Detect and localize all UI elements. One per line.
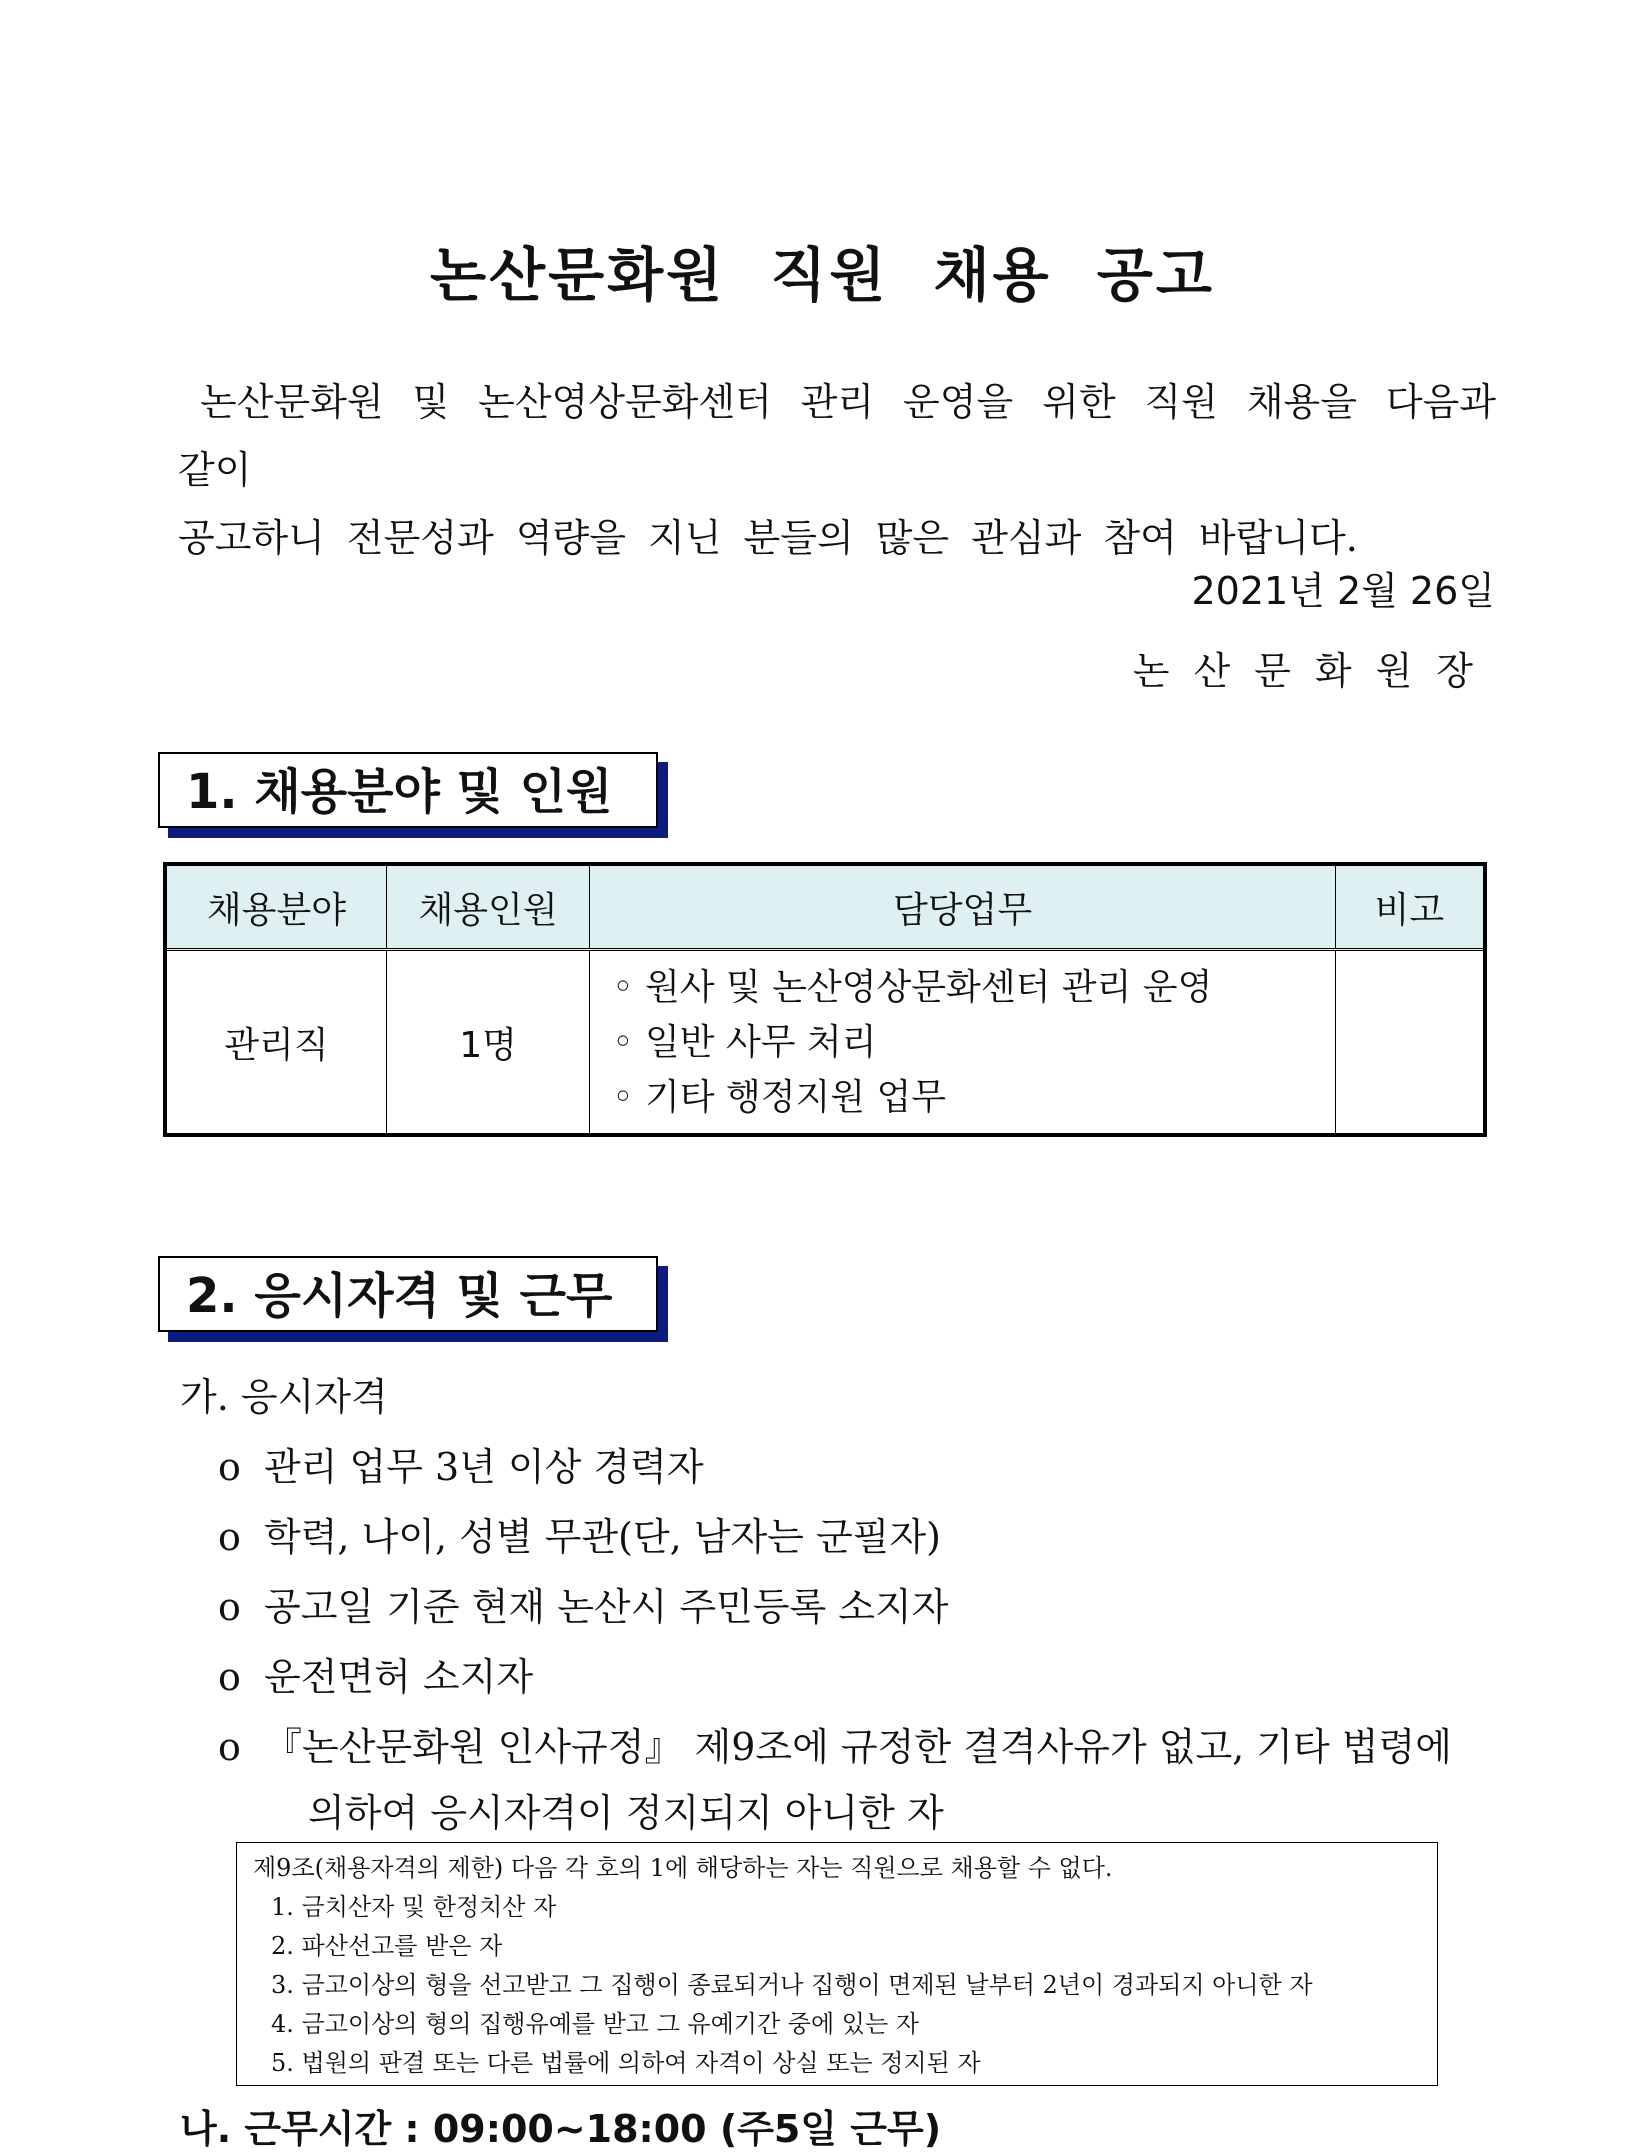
intro-line-2: 공고하니 전문성과 역량을 지닌 분들의 많은 관심과 참여 바랍니다.	[178, 516, 1358, 560]
duty-item: ◦ 기타 행정지원 업무	[612, 1076, 947, 1118]
regulation-item: 2. 파산선고를 받은 자	[271, 1932, 503, 1960]
bullet-icon: o	[218, 1445, 241, 1489]
duty-item: ◦ 원사 및 논산영상문화센터 관리 운영	[612, 966, 1213, 1008]
regulation-box	[236, 1842, 1438, 2086]
qualification-item: o 학력, 나이, 성별 무관(단, 남자는 군필자)	[218, 1515, 941, 1559]
qualification-item: o 운전면허 소지자	[218, 1655, 534, 1699]
working-hours: 나. 근무시간 : 09:00~18:00 (주5일 근무)	[180, 2107, 942, 2151]
table-row	[165, 950, 1485, 1136]
regulation-item: 1. 금치산자 및 한정치산 자	[271, 1893, 557, 1921]
qualification-item: o 공고일 기준 현재 논산시 주민등록 소지자	[218, 1585, 949, 1629]
qualification-item: o 『논산문화원 인사규정』 제9조에 규정한 결격사유가 없고, 기타 법령에	[218, 1725, 1452, 1769]
page-title: 논산문화원 직원 채용 공고	[430, 241, 1215, 309]
header-field: 채용분야	[165, 864, 386, 950]
header-note: 비고	[1335, 864, 1485, 950]
table-header-row	[165, 864, 1485, 950]
regulation-heading: 제9조(채용자격의 제한) 다음 각 호의 1에 해당하는 자는 직원으로 채용할 수 없다.	[253, 1854, 1113, 1882]
signature: 논산문화원장	[1132, 649, 1497, 693]
cell-count: 1명	[386, 950, 589, 1136]
regulation-item: 4. 금고이상의 형의 집행유예를 받고 그 유예기간 중에 있는 자	[271, 2010, 919, 2038]
header-count: 채용인원	[386, 864, 589, 950]
recruitment-table	[163, 862, 1487, 1137]
section-1-heading: 1. 채용분야 및 인원	[158, 752, 658, 828]
header-duties: 담당업무	[590, 864, 1336, 950]
regulation-item: 5. 법원의 판결 또는 다른 법률에 의하여 자격이 상실 또는 정지된 자	[271, 2049, 981, 2077]
bullet-icon: o	[218, 1585, 241, 1629]
section-2-heading: 2. 응시자격 및 근무	[158, 1256, 658, 1332]
cell-note	[1335, 950, 1485, 1136]
intro-paragraph	[178, 368, 1496, 572]
subsection-qualifications: 가. 응시자격	[180, 1375, 388, 1419]
duty-item: ◦ 일반 사무 처리	[612, 1021, 877, 1063]
cell-field: 관리직	[165, 950, 386, 1136]
bullet-icon: o	[218, 1655, 241, 1699]
bullet-icon: o	[218, 1515, 241, 1559]
qualification-item: o 관리 업무 3년 이상 경력자	[218, 1445, 704, 1489]
cell-duties	[590, 950, 1336, 1136]
bullet-icon: o	[218, 1725, 241, 1769]
announcement-date: 2021년 2월 26일	[1191, 569, 1495, 613]
intro-line-1: 논산문화원 및 논산영상문화센터 관리 운영을 위한 직원 채용을 다음과 같이	[178, 380, 1496, 492]
regulation-item: 3. 금고이상의 형을 선고받고 그 집행이 종료되거나 집행이 면제된 날부터 2년이 경과되지 아니한 자	[271, 1971, 1313, 1999]
qualification-item-continuation: 의하여 응시자격이 정지되지 아니한 자	[308, 1791, 944, 1835]
